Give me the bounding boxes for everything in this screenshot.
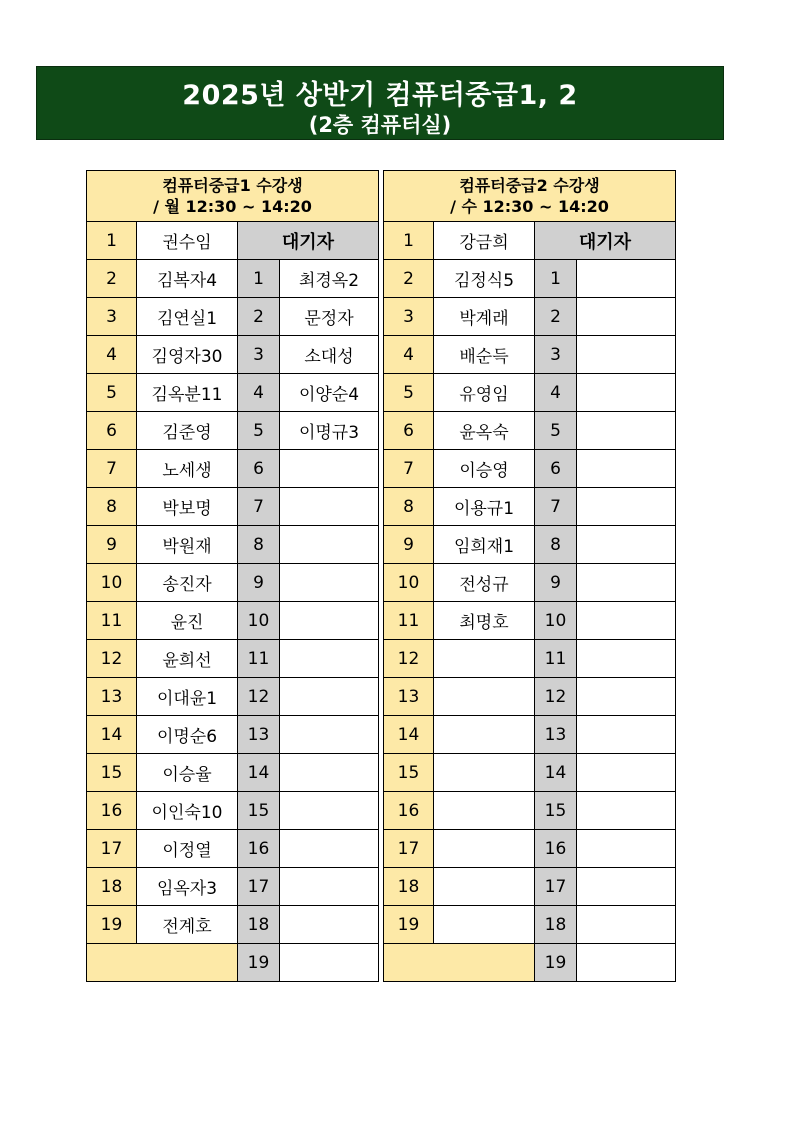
waitlist-name: [280, 906, 379, 944]
student-name: 이승영: [434, 450, 535, 488]
student-number: 2: [384, 260, 434, 298]
empty-cell: [87, 944, 238, 982]
empty-cell: [384, 944, 535, 982]
waitlist-number: 9: [535, 564, 577, 602]
table-row: [87, 488, 379, 526]
waitlist-number: 19: [238, 944, 280, 982]
waitlist-header: 대기자: [238, 222, 379, 260]
student-number: 8: [384, 488, 434, 526]
student-name: 임희재1: [434, 526, 535, 564]
student-number: 17: [384, 830, 434, 868]
student-number: 19: [87, 906, 137, 944]
waitlist-name: [577, 944, 676, 982]
student-name: 김정식5: [434, 260, 535, 298]
waitlist-number: 14: [238, 754, 280, 792]
student-number: 19: [384, 906, 434, 944]
student-name: 김복자4: [137, 260, 238, 298]
table-row: [87, 868, 379, 906]
waitlist-number: 18: [238, 906, 280, 944]
table-row: [384, 640, 676, 678]
waitlist-number: 5: [535, 412, 577, 450]
class-2-table: [383, 170, 676, 982]
student-name: 배순득: [434, 336, 535, 374]
table-row: [384, 906, 676, 944]
waitlist-number: 5: [238, 412, 280, 450]
student-number: 9: [87, 526, 137, 564]
waitlist-number: 1: [238, 260, 280, 298]
waitlist-name: 이양순4: [280, 374, 379, 412]
waitlist-name: [280, 678, 379, 716]
waitlist-name: [280, 868, 379, 906]
student-number: 18: [384, 868, 434, 906]
student-name: 임옥자3: [137, 868, 238, 906]
student-number: 12: [87, 640, 137, 678]
table-row: [384, 754, 676, 792]
waitlist-number: 10: [535, 602, 577, 640]
waitlist-name: [280, 944, 379, 982]
student-name: 노세생: [137, 450, 238, 488]
waitlist-name: [577, 792, 676, 830]
waitlist-number: 6: [535, 450, 577, 488]
table-row: [87, 754, 379, 792]
waitlist-header: 대기자: [535, 222, 676, 260]
student-name: 최명호: [434, 602, 535, 640]
student-name: [434, 868, 535, 906]
waitlist-name: [280, 716, 379, 754]
table-row: [384, 412, 676, 450]
waitlist-number: 8: [238, 526, 280, 564]
waitlist-number: 15: [535, 792, 577, 830]
student-number: 14: [87, 716, 137, 754]
student-number: 1: [384, 222, 434, 260]
waitlist-number: 17: [238, 868, 280, 906]
student-number: 18: [87, 868, 137, 906]
student-number: 10: [384, 564, 434, 602]
waitlist-number: 11: [535, 640, 577, 678]
title-banner: [36, 66, 724, 140]
student-name: 강금희: [434, 222, 535, 260]
student-number: 13: [87, 678, 137, 716]
table-row: [384, 488, 676, 526]
class-1-table: [86, 170, 379, 982]
student-number: 1: [87, 222, 137, 260]
table-row: [87, 640, 379, 678]
student-name: 이명순6: [137, 716, 238, 754]
waitlist-name: [577, 412, 676, 450]
waitlist-name: [577, 450, 676, 488]
class-title: 컴퓨터중급2 수강생: [459, 176, 600, 195]
student-name: [434, 792, 535, 830]
student-name: 김준영: [137, 412, 238, 450]
waitlist-name: [577, 906, 676, 944]
student-number: 7: [87, 450, 137, 488]
student-name: 이대윤1: [137, 678, 238, 716]
table-row: [87, 412, 379, 450]
student-number: 14: [384, 716, 434, 754]
student-name: 권수임: [137, 222, 238, 260]
waitlist-number: 16: [238, 830, 280, 868]
table-row: [384, 792, 676, 830]
table-row: [87, 602, 379, 640]
table-row: [384, 336, 676, 374]
waitlist-number: 12: [535, 678, 577, 716]
table-row: [384, 526, 676, 564]
student-name: 이인숙10: [137, 792, 238, 830]
waitlist-number: 11: [238, 640, 280, 678]
student-name: [434, 716, 535, 754]
table-row: [87, 336, 379, 374]
page-title: 2025년 상반기 컴퓨터중급1, 2: [182, 80, 578, 111]
waitlist-name: [280, 754, 379, 792]
student-number: 5: [87, 374, 137, 412]
waitlist-number: 4: [535, 374, 577, 412]
table-row: [87, 944, 379, 982]
class-header: [87, 171, 379, 222]
table-row: [87, 906, 379, 944]
student-number: 17: [87, 830, 137, 868]
student-name: 이정열: [137, 830, 238, 868]
waitlist-number: 15: [238, 792, 280, 830]
waitlist-name: [577, 260, 676, 298]
waitlist-name: [280, 450, 379, 488]
waitlist-name: 이명규3: [280, 412, 379, 450]
waitlist-name: [577, 336, 676, 374]
table-row: [384, 944, 676, 982]
table-row: [384, 564, 676, 602]
student-name: [434, 906, 535, 944]
waitlist-number: 2: [535, 298, 577, 336]
waitlist-name: [577, 374, 676, 412]
waitlist-number: 18: [535, 906, 577, 944]
student-number: 2: [87, 260, 137, 298]
table-row: [87, 526, 379, 564]
student-number: 6: [87, 412, 137, 450]
student-name: 박계래: [434, 298, 535, 336]
class-schedule: / 수 12:30 ~ 14:20: [450, 197, 609, 216]
student-number: 4: [87, 336, 137, 374]
student-number: 6: [384, 412, 434, 450]
waitlist-name: [577, 678, 676, 716]
waitlist-number: 10: [238, 602, 280, 640]
student-name: 김영자30: [137, 336, 238, 374]
waitlist-name: 문정자: [280, 298, 379, 336]
student-name: 전성규: [434, 564, 535, 602]
waitlist-number: 7: [535, 488, 577, 526]
waitlist-number: 9: [238, 564, 280, 602]
waitlist-name: [280, 640, 379, 678]
class-schedule: / 월 12:30 ~ 14:20: [153, 197, 312, 216]
student-name: [434, 678, 535, 716]
table-row: [87, 830, 379, 868]
student-name: 이승율: [137, 754, 238, 792]
waitlist-number: 16: [535, 830, 577, 868]
waitlist-number: 6: [238, 450, 280, 488]
table-row: [384, 716, 676, 754]
waitlist-name: [577, 716, 676, 754]
table-row: [87, 678, 379, 716]
table-row: [384, 260, 676, 298]
table-row: [384, 298, 676, 336]
waitlist-number: 1: [535, 260, 577, 298]
table-row: [87, 792, 379, 830]
waitlist-name: [577, 640, 676, 678]
student-name: 윤옥숙: [434, 412, 535, 450]
student-number: 3: [87, 298, 137, 336]
student-number: 11: [87, 602, 137, 640]
table-row: [87, 716, 379, 754]
table-row: [384, 678, 676, 716]
waitlist-number: 3: [535, 336, 577, 374]
student-name: 박보명: [137, 488, 238, 526]
waitlist-name: [280, 830, 379, 868]
waitlist-number: 19: [535, 944, 577, 982]
student-name: 송진자: [137, 564, 238, 602]
student-number: 4: [384, 336, 434, 374]
student-number: 5: [384, 374, 434, 412]
waitlist-name: [577, 298, 676, 336]
waitlist-number: 14: [535, 754, 577, 792]
waitlist-name: [577, 564, 676, 602]
table-row: [87, 222, 379, 260]
waitlist-number: 8: [535, 526, 577, 564]
student-number: 9: [384, 526, 434, 564]
class-header: [384, 171, 676, 222]
waitlist-name: [577, 754, 676, 792]
student-name: 유영임: [434, 374, 535, 412]
student-name: 김연실1: [137, 298, 238, 336]
student-number: 11: [384, 602, 434, 640]
waitlist-name: [577, 868, 676, 906]
table-row: [87, 564, 379, 602]
table-row: [384, 868, 676, 906]
header-row: [87, 171, 379, 222]
class-title: 컴퓨터중급1 수강생: [162, 176, 303, 195]
student-name: 이용규1: [434, 488, 535, 526]
waitlist-number: 17: [535, 868, 577, 906]
student-number: 15: [384, 754, 434, 792]
student-name: 박원재: [137, 526, 238, 564]
page-subtitle: (2층 컴퓨터실): [308, 113, 452, 137]
table-row: [384, 374, 676, 412]
header-row: [384, 171, 676, 222]
table-row: [87, 298, 379, 336]
table-row: [384, 602, 676, 640]
waitlist-name: 최경옥2: [280, 260, 379, 298]
student-name: 윤진: [137, 602, 238, 640]
student-number: 13: [384, 678, 434, 716]
waitlist-number: 13: [238, 716, 280, 754]
table-row: [87, 374, 379, 412]
student-number: 10: [87, 564, 137, 602]
student-number: 12: [384, 640, 434, 678]
student-number: 3: [384, 298, 434, 336]
waitlist-number: 7: [238, 488, 280, 526]
table-row: [87, 260, 379, 298]
waitlist-name: [280, 564, 379, 602]
waitlist-number: 4: [238, 374, 280, 412]
student-name: 전계호: [137, 906, 238, 944]
student-name: [434, 640, 535, 678]
waitlist-name: [280, 526, 379, 564]
waitlist-name: [577, 488, 676, 526]
waitlist-name: [577, 602, 676, 640]
table-row: [384, 450, 676, 488]
waitlist-name: 소대성: [280, 336, 379, 374]
waitlist-name: [280, 488, 379, 526]
student-number: 8: [87, 488, 137, 526]
student-number: 16: [384, 792, 434, 830]
waitlist-number: 2: [238, 298, 280, 336]
student-name: 김옥분11: [137, 374, 238, 412]
waitlist-name: [280, 792, 379, 830]
student-name: [434, 830, 535, 868]
student-number: 7: [384, 450, 434, 488]
student-name: [434, 754, 535, 792]
waitlist-number: 12: [238, 678, 280, 716]
student-number: 16: [87, 792, 137, 830]
waitlist-name: [280, 602, 379, 640]
student-name: 윤희선: [137, 640, 238, 678]
waitlist-number: 13: [535, 716, 577, 754]
table-row: [384, 830, 676, 868]
table-row: [384, 222, 676, 260]
waitlist-number: 3: [238, 336, 280, 374]
table-row: [87, 450, 379, 488]
student-number: 15: [87, 754, 137, 792]
waitlist-name: [577, 830, 676, 868]
waitlist-name: [577, 526, 676, 564]
